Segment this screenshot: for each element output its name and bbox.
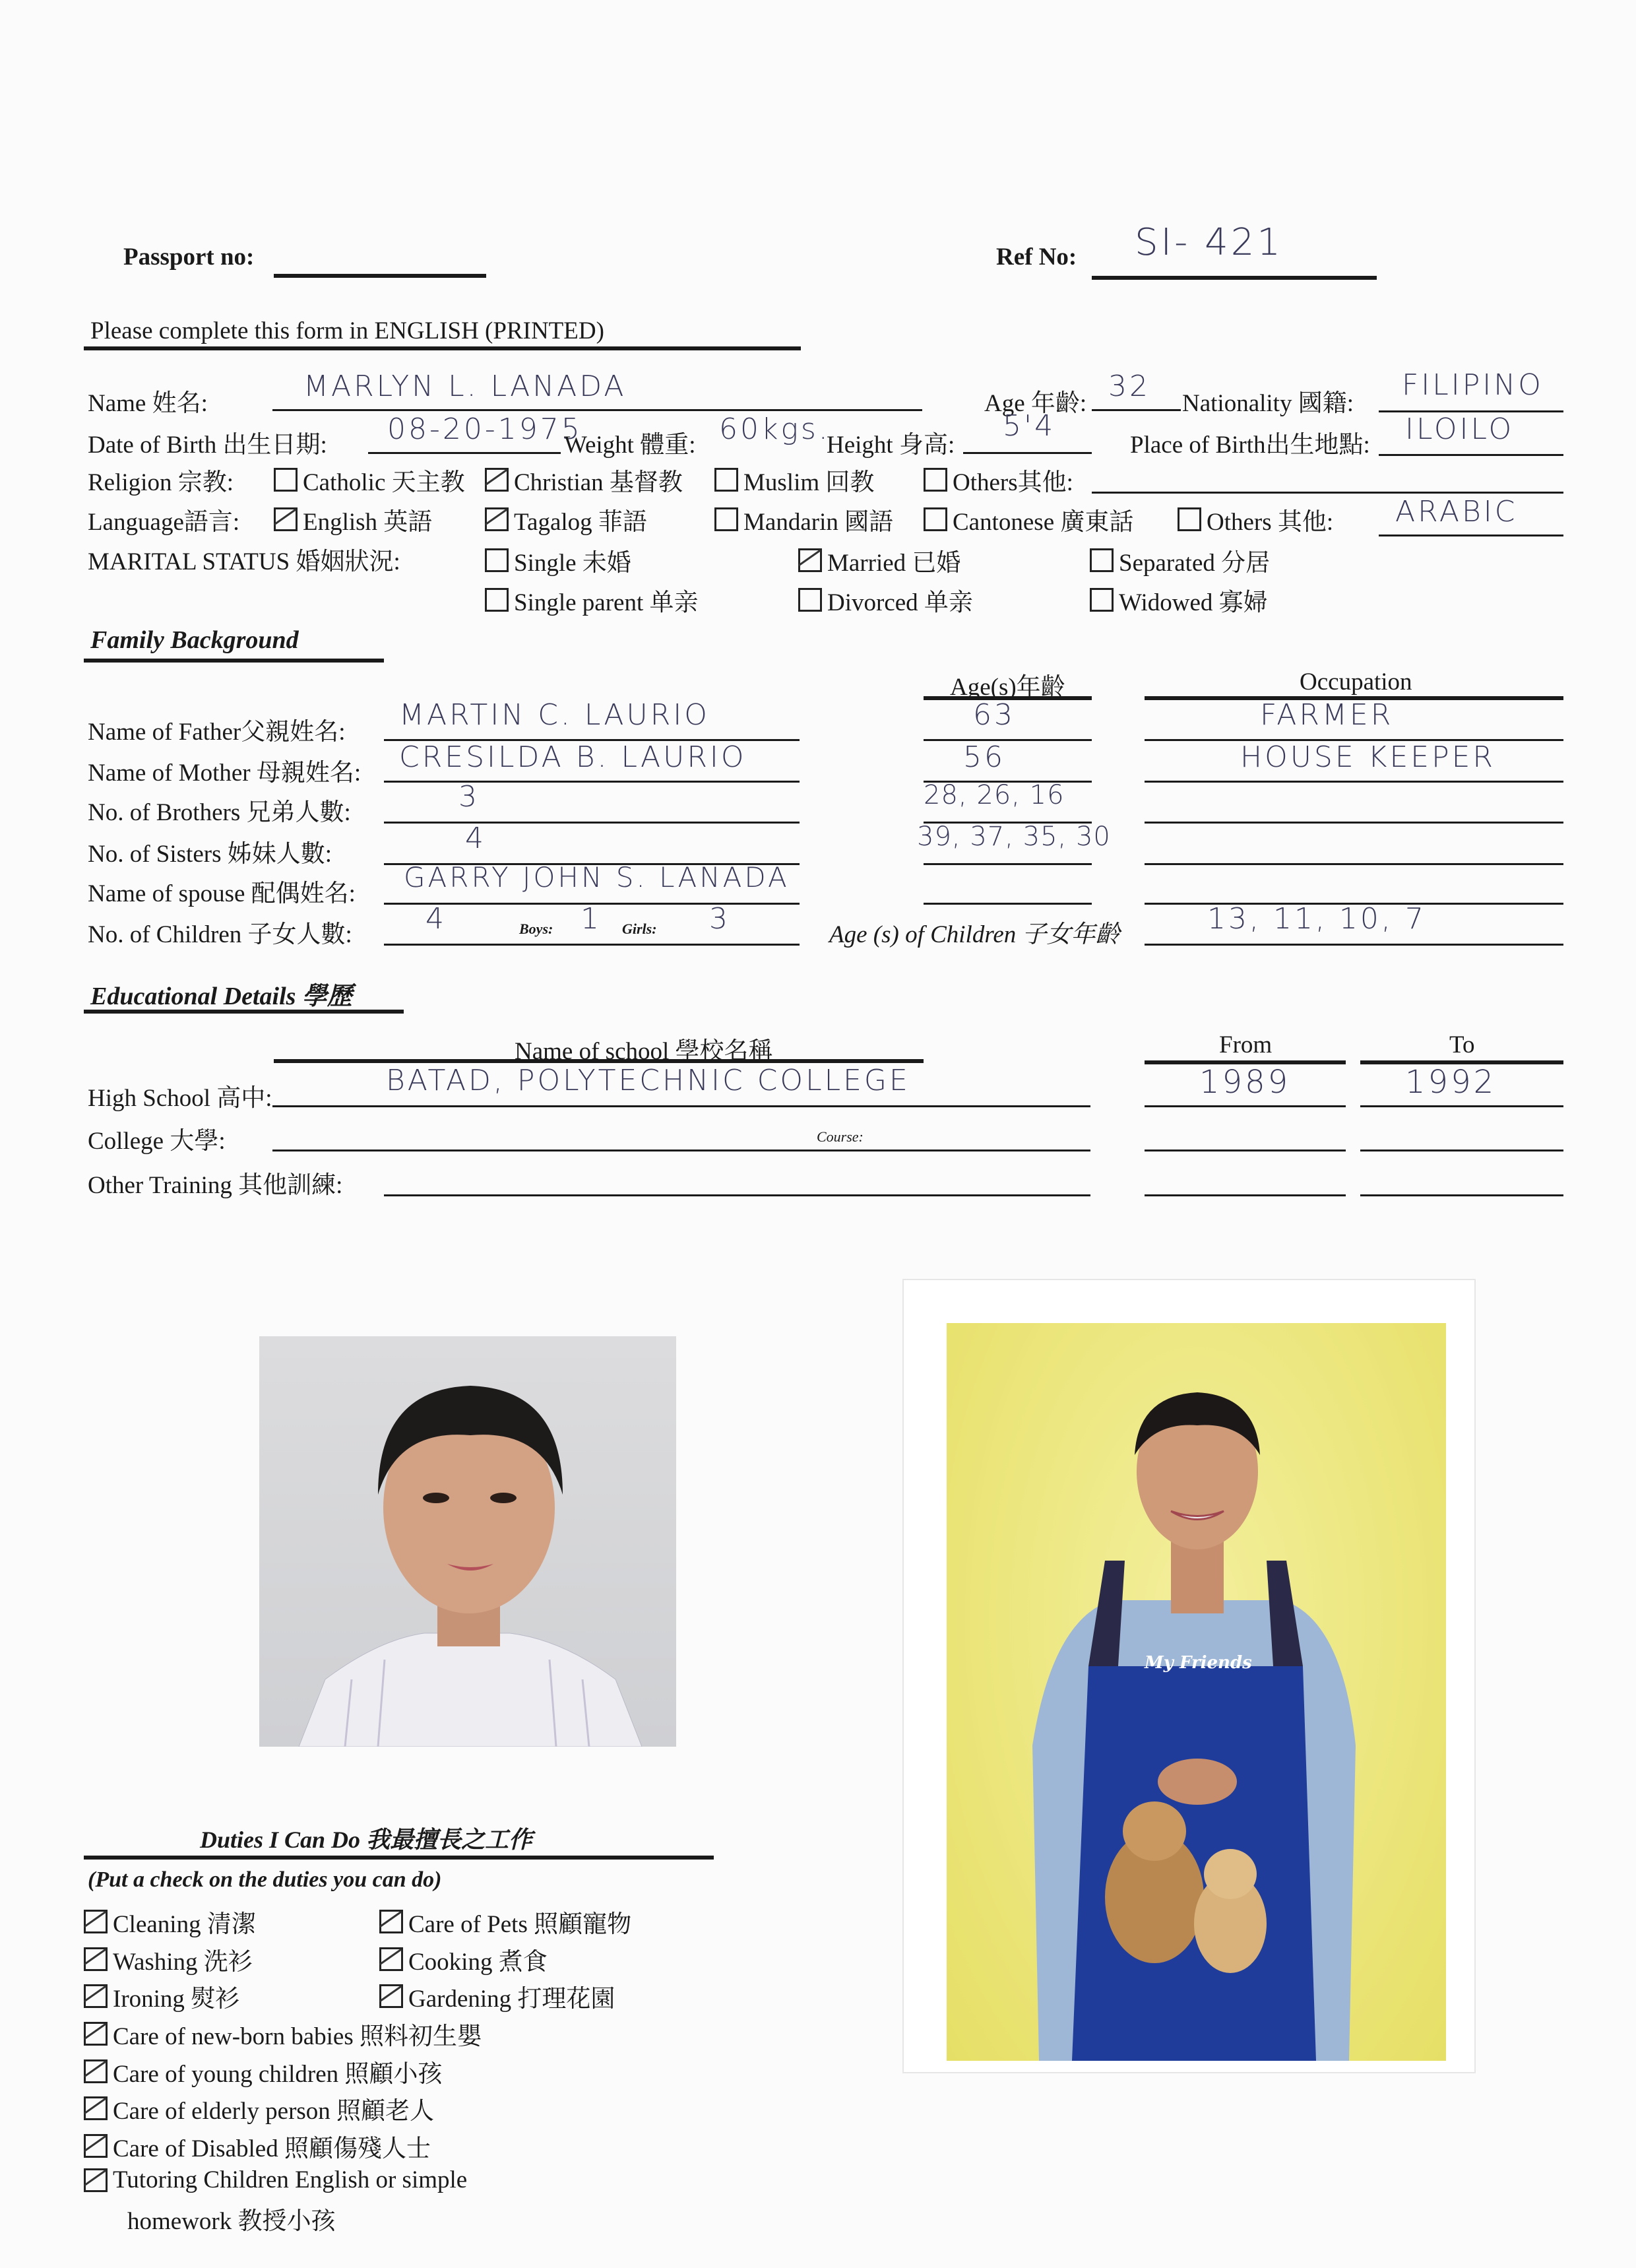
pob-value[interactable]: ILOILO: [1405, 412, 1515, 446]
religion-catholic-checkbox[interactable]: [274, 462, 465, 498]
language-label: Language語言:: [88, 509, 240, 536]
religion-label: Religion 宗教:: [88, 469, 234, 496]
weight-value[interactable]: 60kgs.: [719, 412, 831, 446]
girls-label: Girls:: [622, 921, 657, 937]
brothers-label: No. of Brothers 兄弟人數:: [88, 799, 351, 826]
religion-others-checkbox[interactable]: [924, 462, 1073, 498]
children-label: No. of Children 子女人數:: [88, 921, 352, 948]
fullbody-photo: [947, 1323, 1446, 2061]
boys-count[interactable]: 1: [581, 902, 602, 936]
high-school-from-underline: [1145, 1105, 1346, 1107]
duty-newborn-checkbox[interactable]: [84, 2016, 482, 2052]
marital-widowed-label: Widowed 寡婦: [1119, 589, 1268, 616]
duties-title: Duties I Can Do 我最擅長之工作: [200, 1827, 533, 1853]
checkbox-checked-icon: [274, 507, 298, 531]
checkbox-checked-icon: [379, 1910, 403, 1933]
mother-age[interactable]: 56: [963, 740, 1005, 774]
marital-divorced-checkbox[interactable]: [798, 582, 973, 618]
high-school-name[interactable]: BATAD, POLYTECHNIC COLLEGE: [386, 1064, 910, 1097]
girls-count[interactable]: 3: [709, 902, 730, 936]
marital-label: MARITAL STATUS 婚姻狀況:: [88, 548, 400, 575]
height-value[interactable]: 5'4: [1003, 409, 1056, 443]
father-age[interactable]: 63: [973, 698, 1015, 732]
duty-ironing-label: Ironing 熨衫: [113, 1986, 240, 2013]
checkbox-checked-icon: [379, 1984, 403, 2008]
boys-label: Boys:: [519, 921, 553, 937]
other-training-underline: [384, 1194, 1090, 1196]
family-title-underline: [84, 659, 384, 663]
duty-elderly-label: Care of elderly person 照顧老人: [113, 2098, 435, 2125]
from-header: From: [1219, 1031, 1273, 1058]
college-to-underline: [1360, 1150, 1563, 1151]
form-instruction: Please complete this form in ENGLISH (PRINTED): [90, 317, 604, 344]
checkbox-checked-icon: [84, 2096, 108, 2120]
brothers-count[interactable]: 3: [458, 780, 480, 814]
marital-separated-label: Separated 分居: [1119, 550, 1271, 577]
checkbox-icon: [485, 588, 509, 612]
language-others-checkbox[interactable]: [1178, 502, 1333, 537]
religion-christian-checkbox[interactable]: [485, 462, 683, 498]
high-school-to[interactable]: 1992: [1405, 1064, 1497, 1101]
duty-disabled-checkbox[interactable]: [84, 2128, 431, 2164]
checkbox-checked-icon: [84, 1984, 108, 2008]
college-label: College 大學:: [88, 1128, 226, 1155]
checkbox-icon: [924, 468, 947, 492]
checkbox-checked-icon: [84, 2134, 108, 2158]
age-label: Age 年齡:: [984, 390, 1087, 417]
brothers-ages[interactable]: 28, 26, 16: [924, 780, 1065, 810]
children-underline: [384, 944, 800, 946]
language-others-label: Others 其他:: [1207, 509, 1334, 536]
duty-elderly-checkbox[interactable]: [84, 2090, 434, 2126]
dob-value[interactable]: 08-20-1975: [387, 412, 582, 446]
religion-christian-label: Christian 基督教: [514, 469, 683, 496]
dob-label: Date of Birth 出生日期:: [88, 432, 327, 459]
checkbox-icon: [924, 507, 947, 531]
duty-young-children-checkbox[interactable]: [84, 2054, 442, 2089]
high-school-label: High School 高中:: [88, 1085, 272, 1112]
ref-no-label: Ref No:: [996, 243, 1077, 271]
school-name-header: Name of school 學校名稱: [515, 1038, 773, 1065]
passport-label: Passport no:: [123, 243, 255, 271]
duty-tutoring-label: Tutoring Children English or simple: [113, 2166, 468, 2193]
checkbox-icon: [485, 548, 509, 572]
marital-single-parent-label: Single parent 单亲: [514, 589, 699, 616]
instruction-underline: [84, 346, 801, 350]
checkbox-icon: [274, 468, 298, 492]
weight-label: Weight 體重:: [564, 432, 696, 459]
mother-underline: [384, 781, 800, 783]
children-ages[interactable]: 13, 11, 10, 7: [1207, 902, 1426, 936]
nationality-value[interactable]: FILIPINO: [1402, 368, 1544, 402]
pob-label: Place of Birth出生地點:: [1130, 432, 1370, 459]
checkbox-checked-icon: [798, 548, 822, 572]
nationality-label: Nationality 國籍:: [1182, 390, 1354, 417]
height-underline: [963, 452, 1092, 454]
religion-other-underline: [1092, 492, 1563, 494]
checkbox-checked-icon: [485, 507, 509, 531]
checkbox-checked-icon: [84, 2059, 108, 2083]
duty-gardening-checkbox[interactable]: [379, 1978, 615, 2014]
religion-catholic-label: Catholic 天主教: [303, 469, 465, 496]
language-mandarin-label: Mandarin 國語: [743, 509, 894, 536]
marital-separated-checkbox[interactable]: [1090, 542, 1270, 578]
language-english-label: English 英語: [303, 509, 433, 536]
sisters-ages[interactable]: 39, 37, 35, 30: [917, 822, 1111, 852]
marital-married-label: Married 已婚: [827, 550, 961, 577]
mother-label: Name of Mother 母親姓名:: [88, 760, 362, 787]
checkbox-checked-icon: [84, 1910, 108, 1933]
checkbox-checked-icon: [84, 1947, 108, 1971]
education-section-title: Educational Details 學歷: [90, 983, 352, 1010]
sisters-label: No. of Sisters 姊妹人數:: [88, 841, 332, 868]
language-english-checkbox[interactable]: [274, 502, 432, 537]
mother-occupation[interactable]: HOUSE KEEPER: [1240, 740, 1496, 774]
brothers-underline: [384, 822, 800, 824]
checkbox-icon: [1178, 507, 1201, 531]
sisters-ages-underline: [924, 863, 1092, 865]
language-mandarin-checkbox[interactable]: [714, 502, 893, 537]
checkbox-checked-icon: [84, 2168, 108, 2192]
children-ages-underline: [1145, 944, 1563, 946]
course-label: Course:: [817, 1128, 864, 1145]
age-underline: [1092, 409, 1181, 411]
family-section-title: Family Background: [90, 626, 299, 654]
language-cantonese-label: Cantonese 廣東話: [953, 509, 1134, 536]
marital-single-parent-checkbox[interactable]: [485, 582, 699, 618]
other-training-label: Other Training 其他訓練:: [88, 1172, 343, 1199]
brothers-occupation-underline: [1145, 822, 1563, 824]
duty-cooking-label: Cooking 煮食: [408, 1949, 548, 1976]
language-cantonese-checkbox[interactable]: [924, 502, 1133, 537]
duty-tutoring-label-line2: homework 教授小孩: [127, 2208, 336, 2235]
family-age-header: Age(s)年齡: [950, 674, 1065, 701]
marital-widowed-checkbox[interactable]: [1090, 582, 1268, 618]
ref-no-underline: [1092, 276, 1377, 280]
apron-text: My Friends: [1145, 1653, 1252, 1673]
father-age-underline: [924, 739, 1092, 741]
marital-single-checkbox[interactable]: [485, 542, 631, 578]
college-from-underline: [1145, 1150, 1346, 1151]
duty-cleaning-label: Cleaning 清潔: [113, 1911, 256, 1938]
duty-ironing-checkbox[interactable]: [84, 1978, 239, 2014]
name-label: Name 姓名:: [88, 390, 208, 417]
father-occupation[interactable]: FARMER: [1260, 698, 1394, 732]
passport-underline: [274, 274, 486, 278]
duty-cooking-checkbox[interactable]: [379, 1941, 548, 1977]
fullbody-photo-frame: [902, 1279, 1476, 2073]
headshot-photo: [259, 1336, 676, 1747]
to-header: To: [1449, 1031, 1475, 1058]
marital-single-label: Single 未婚: [514, 550, 631, 577]
school-header-underline: [274, 1059, 924, 1063]
training-to-underline: [1360, 1194, 1563, 1196]
checkbox-icon: [714, 468, 738, 492]
checkbox-checked-icon: [485, 468, 509, 492]
duty-pets-checkbox[interactable]: [379, 1904, 631, 1939]
checkbox-icon: [1090, 588, 1114, 612]
marital-married-checkbox[interactable]: [798, 542, 960, 578]
checkbox-icon: [798, 588, 822, 612]
mother-occupation-underline: [1145, 781, 1563, 783]
dob-underline: [368, 452, 561, 454]
duty-young-children-label: Care of young children 照顧小孩: [113, 2061, 443, 2088]
age-value[interactable]: 32: [1108, 370, 1150, 403]
marital-divorced-label: Divorced 单亲: [827, 589, 973, 616]
children-count[interactable]: 4: [425, 902, 447, 936]
duty-washing-checkbox[interactable]: [84, 1941, 253, 1977]
duty-gardening-label: Gardening 打理花園: [408, 1986, 615, 2013]
name-underline: [272, 409, 922, 411]
training-from-underline: [1145, 1194, 1346, 1196]
checkbox-checked-icon: [379, 1947, 403, 1971]
duties-instruction: (Put a check on the duties you can do): [88, 1867, 442, 1892]
checkbox-icon: [714, 507, 738, 531]
height-label: Height 身高:: [827, 432, 955, 459]
sisters-count[interactable]: 4: [465, 822, 486, 855]
religion-muslim-checkbox[interactable]: [714, 462, 874, 498]
high-school-underline: [272, 1105, 1090, 1107]
language-other-underline: [1379, 535, 1563, 536]
father-name[interactable]: MARTIN C. LAURIO: [399, 698, 710, 732]
college-underline: [272, 1150, 1090, 1151]
spouse-name[interactable]: GARRY JOHN S. LANADA: [404, 861, 790, 893]
ref-no-value[interactable]: SI- 421: [1135, 221, 1283, 264]
high-school-to-underline: [1360, 1105, 1563, 1107]
family-occupation-header: Occupation: [1300, 668, 1412, 696]
duty-disabled-label: Care of Disabled 照顧傷殘人士: [113, 2135, 431, 2162]
education-title-underline: [84, 1010, 404, 1014]
duty-newborn-label: Care of new-born babies 照料初生嬰: [113, 2023, 482, 2050]
religion-muslim-label: Muslim 回教: [743, 469, 875, 496]
checkbox-icon: [1090, 548, 1114, 572]
checkbox-checked-icon: [84, 2022, 108, 2046]
religion-others-label: Others其他:: [953, 469, 1073, 496]
pob-underline: [1379, 454, 1563, 456]
spouse-label: Name of spouse 配偶姓名:: [88, 880, 356, 907]
high-school-from[interactable]: 1989: [1199, 1064, 1291, 1101]
duty-tutoring-checkbox[interactable]: [84, 2166, 467, 2194]
language-other-value[interactable]: ARABIC: [1395, 495, 1518, 529]
duty-cleaning-checkbox[interactable]: [84, 1904, 256, 1939]
mother-name[interactable]: CRESILDA B. LAURIO: [399, 740, 747, 774]
language-tagalog-checkbox[interactable]: [485, 502, 647, 537]
sisters-occupation-underline: [1145, 863, 1563, 865]
duties-title-underline: [84, 1856, 714, 1860]
children-ages-label: Age (s) of Children 子女年齡: [829, 921, 1120, 948]
spouse-age-underline: [924, 903, 1092, 905]
duty-washing-label: Washing 洗衫: [113, 1949, 253, 1976]
duty-pets-label: Care of Pets 照顧寵物: [408, 1911, 632, 1938]
father-label: Name of Father父親姓名:: [88, 719, 346, 746]
language-tagalog-label: Tagalog 菲語: [514, 509, 647, 536]
name-value[interactable]: MARLYN L. LANADA: [303, 370, 627, 403]
